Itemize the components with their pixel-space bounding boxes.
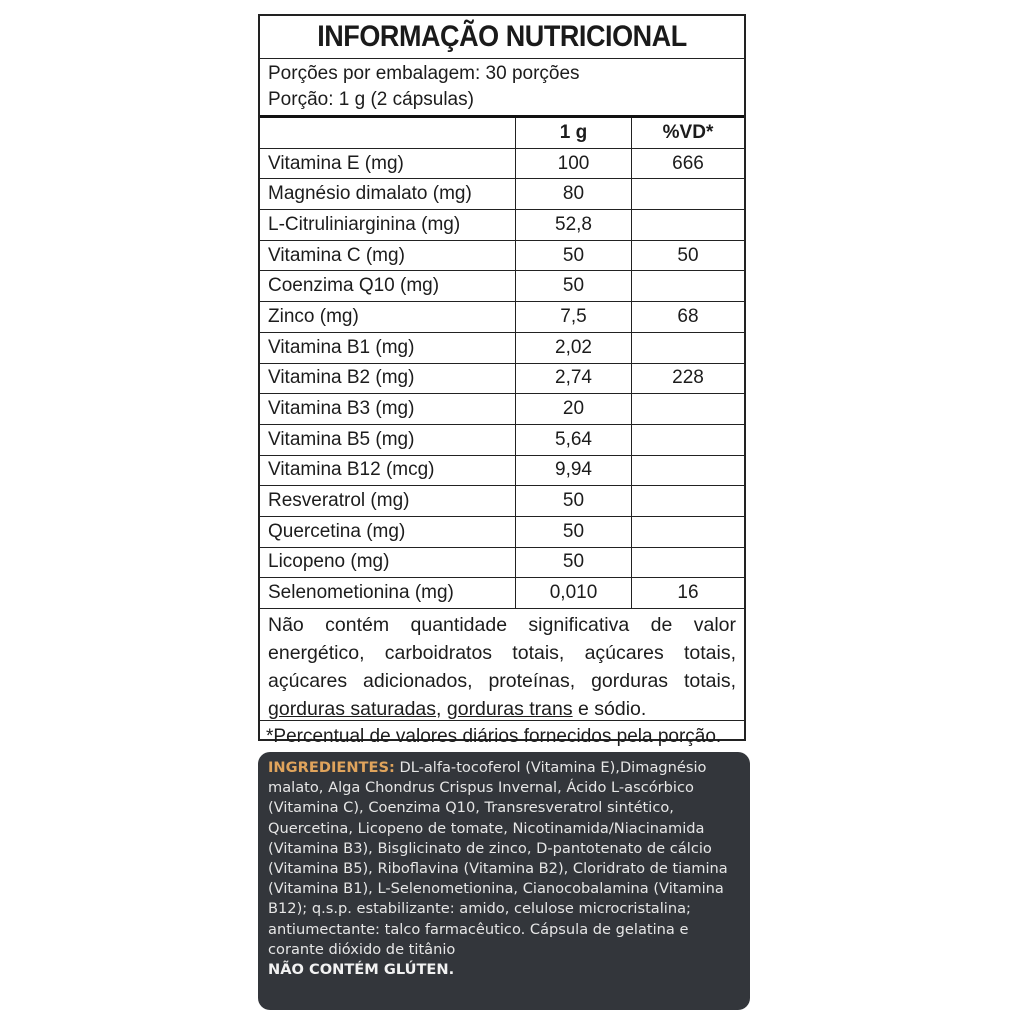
nutrient-amount: 50 — [516, 516, 632, 547]
nutrient-amount: 9,94 — [516, 455, 632, 486]
note-main: Não contém quantidade significativa de valor energético, carboidratos totais, açúcares totais, açúcares adicionados, proteínas, gorduras totais, — [268, 614, 736, 692]
table-row — [260, 179, 744, 210]
ingredients-box — [258, 752, 750, 1010]
ingredients-text: DL-alfa-tocoferol (Vitamina E),Dimagnésio malato, Alga Chondrus Crispus Invernal, Ácido L-ascórbico (Vitamina C), Coenzima Q10, Transresveratrol sintético, Quercetina, Licopeno de tomate, Nicotinamida/Niacinamida (Vitamina B3), Bisglicinato de zinco, D-pantotenato de cálcio (Vitamina B5), Riboflavina (Vitamina B2), Cloridrato de tiamina (Vitamina B1), L-Selenometionina, Cianocobalamina (Vitamina B12); q.s.p. estabilizante: amido, celulose microcristalina; antiumectante: talco farmacêutico. Cápsula de gelatina e corante dióxido de titânio — [268, 759, 728, 958]
servings-per-package: Porções por embalagem: 30 porções — [268, 63, 580, 84]
table-row — [260, 302, 744, 333]
nutrient-dv: 68 — [632, 302, 745, 333]
nutrient-dv — [632, 210, 745, 241]
nutrition-table — [260, 118, 744, 609]
nutrient-amount: 52,8 — [516, 210, 632, 241]
nutrient-amount: 0,010 — [516, 578, 632, 609]
nutrient-dv — [632, 455, 745, 486]
nutrient-name: Vitamina E (mg) — [260, 148, 516, 179]
nutrient-name: Vitamina B2 (mg) — [260, 363, 516, 394]
nutrient-dv — [632, 394, 745, 425]
nutrient-name: Vitamina B12 (mcg) — [260, 455, 516, 486]
serving-size: Porção: 1 g (2 cápsulas) — [268, 89, 474, 110]
nutrient-amount: 50 — [516, 240, 632, 271]
nutrient-name: Vitamina C (mg) — [260, 240, 516, 271]
table-row — [260, 578, 744, 609]
nutrient-amount: 80 — [516, 179, 632, 210]
nutrient-name: Licopeno (mg) — [260, 547, 516, 578]
nutrition-facts-panel — [258, 14, 746, 747]
nutrient-name: Quercetina (mg) — [260, 516, 516, 547]
table-row — [260, 547, 744, 578]
header-name — [260, 118, 516, 148]
nutrient-dv — [632, 179, 745, 210]
nutrient-name: Coenzima Q10 (mg) — [260, 271, 516, 302]
nutrient-name: Zinco (mg) — [260, 302, 516, 333]
nutrient-dv: 228 — [632, 363, 745, 394]
table-row — [260, 394, 744, 425]
nutrient-dv — [632, 486, 745, 517]
note-end: e sódio. — [572, 698, 647, 720]
header-dv: %VD* — [632, 118, 745, 148]
table-row — [260, 424, 744, 455]
gluten-free-statement: NÃO CONTÉM GLÚTEN. — [268, 961, 455, 979]
nutrient-amount: 100 — [516, 148, 632, 179]
nutrient-dv: 16 — [632, 578, 745, 609]
ingredients-label: INGREDIENTES: — [268, 759, 395, 776]
nutrient-name: Vitamina B1 (mg) — [260, 332, 516, 363]
nutrient-name: Selenometionina (mg) — [260, 578, 516, 609]
nutrient-dv — [632, 332, 745, 363]
nutrient-dv — [632, 547, 745, 578]
note-underlined-2: gorduras trans — [446, 698, 573, 720]
nutrient-dv — [632, 271, 745, 302]
nutrient-amount: 20 — [516, 394, 632, 425]
nutrient-dv: 666 — [632, 148, 745, 179]
table-row — [260, 486, 744, 517]
table-row — [260, 363, 744, 394]
nutrition-title: INFORMAÇÃO NUTRICIONAL — [317, 20, 687, 53]
table-row — [260, 240, 744, 271]
nutrient-name: L-Citruliniarginina (mg) — [260, 210, 516, 241]
nutrient-amount: 2,02 — [516, 332, 632, 363]
note-underlined-1: gorduras saturadas — [268, 698, 437, 720]
nutrient-name: Vitamina B5 (mg) — [260, 424, 516, 455]
nutrition-note — [260, 609, 744, 721]
nutrient-name: Vitamina B3 (mg) — [260, 394, 516, 425]
nutrition-rows — [260, 148, 744, 608]
serving-info — [260, 59, 744, 115]
table-row — [260, 516, 744, 547]
nutrient-name: Magnésio dimalato (mg) — [260, 179, 516, 210]
header-amount: 1 g — [516, 118, 632, 148]
nutrient-name: Resveratrol (mg) — [260, 486, 516, 517]
nutrient-amount: 50 — [516, 547, 632, 578]
note-sep: , — [436, 698, 447, 720]
table-header-row — [260, 118, 744, 148]
nutrient-dv: 50 — [632, 240, 745, 271]
nutrient-dv — [632, 516, 745, 547]
nutrient-amount: 2,74 — [516, 363, 632, 394]
nutrient-dv — [632, 424, 745, 455]
nutrient-amount: 7,5 — [516, 302, 632, 333]
table-row — [260, 332, 744, 363]
table-row — [260, 271, 744, 302]
dv-footnote: *Percentual de valores diários fornecidos pela porção. — [266, 726, 722, 747]
table-row — [260, 148, 744, 179]
nutrient-amount: 50 — [516, 486, 632, 517]
nutrient-amount: 50 — [516, 271, 632, 302]
table-row — [260, 455, 744, 486]
table-row — [260, 210, 744, 241]
nutrient-amount: 5,64 — [516, 424, 632, 455]
